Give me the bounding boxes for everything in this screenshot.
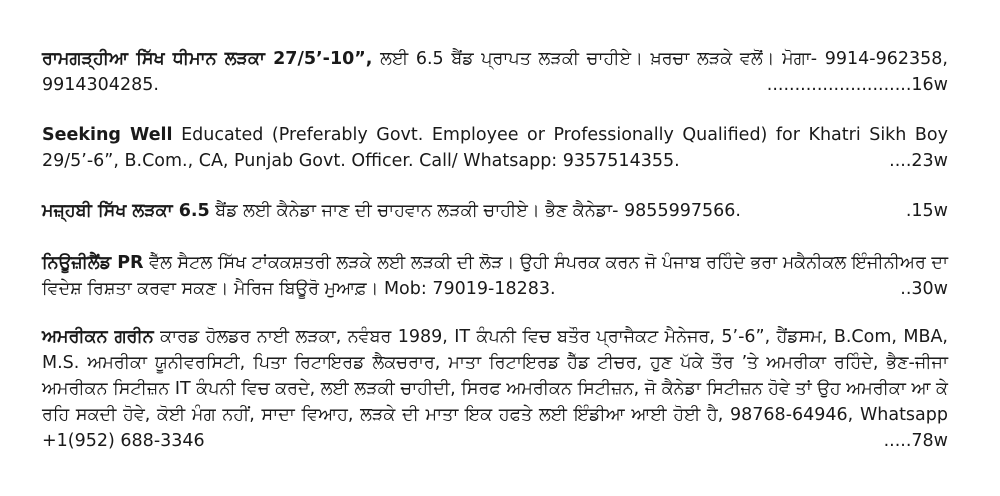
- classified-ad: [42, 198, 948, 224]
- ad-word-count: ....23w: [889, 151, 948, 171]
- classified-ad: [42, 250, 948, 302]
- ad-body: Educated (Preferably Govt. Employee or Professionally Qualified) for Khatri Sikh Boy 29/5’-6”, B.Com., CA, Punjab Govt. Officer. Call/ Whatsapp: 9357514355.: [42, 125, 948, 171]
- ad-heading: ਨਿਊਜ਼ੀਲੈਂਡ PR: [42, 253, 144, 273]
- ad-body: ਲਈ 6.5 ਬੈਂਡ ਪ੍ਰਾਪਤ ਲੜਕੀ ਚਾਹੀਏ। ਖ਼ਰਚਾ ਲੜਕੇ ਵਲੋਂ। ਮੋਗਾ- 9914-962358, 9914304285.: [42, 49, 948, 95]
- ad-body: ਕਾਰਡ ਹੋਲਡਰ ਨਾਈ ਲੜਕਾ, ਨਵੰਬਰ 1989, IT ਕੰਪਨੀ ਵਿਚ ਬਤੌਰ ਪ੍ਰਾਜੈਕਟ ਮੈਨੇਜਰ, 5’-6”, ਹੈਂਡਸਮ, B.Com, MBA, M.S. ਅਮਰੀਕਾ ਯੂਨੀਵਰਸਿਟੀ, ਪਿਤਾ ਰਿਟਾਇਰਡ ਲੈਕਚਰਾਰ, ਮਾਤਾ ਰਿਟਾਇਰਡ ਹੈੱਡ ਟੀਚਰ, ਹੁਣ ਪੱਕੇ ਤੌਰ ’ਤੇ ਅਮਰੀਕਾ ਰਹਿੰਦੇ, ਭੈਣ-ਜੀਜਾ ਅਮਰੀਕਨ ਸਿਟੀਜ਼ਨ IT ਕੰਪਨੀ ਵਿਚ ਕਰਦੇ, ਲਈ ਲੜਕੀ ਚਾਹੀਦੀ, ਸਿਰਫ ਅਮਰੀਕਨ ਸਿਟੀਜ਼ਨ, ਜੋ ਕੈਨੇਡਾ ਸਿਟੀਜ਼ਨ ਹੋਵੇ ਤਾਂ ਉਹ ਅਮਰੀਕਾ ਆ ਕੇ ਰਹਿ ਸਕਦੀ ਹੋਵੇ, ਕੋਈ ਮੰਗ ਨਹੀਂ, ਸਾਦਾ ਵਿਆਹ, ਲੜਕੇ ਦੀ ਮਾਤਾ ਇਕ ਹਫਤੇ ਲਈ ਇੰਡੀਆ ਆਈ ਹੋਈ ਹੈ, 98768-64946, Whatsapp +1(952) 688-3346: [42, 327, 948, 451]
- ad-word-count: .15w: [905, 201, 948, 221]
- ad-body: ਵੈੱਲ ਸੈਟਲ ਸਿੱਖ ਟਾਂਕਕਸ਼ਤਰੀ ਲੜਕੇ ਲਈ ਲੜਕੀ ਦੀ ਲੋੜ। ਉਹੀ ਸੰਪਰਕ ਕਰਨ ਜੋ ਪੰਜਾਬ ਰਹਿੰਦੇ ਭਰਾ ਮਕੈਨੀਕਲ ਇੰਜੀਨੀਅਰ ਦਾ ਵਿਦੇਸ਼ ਰਿਸ਼ਤਾ ਕਰਵਾ ਸਕਣ। ਮੈਰਿਜ ਬਿਊਰੋ ਮੁਆਫ਼। Mob: 79019-18283.: [42, 253, 948, 299]
- ad-body: ਬੈਂਡ ਲਈ ਕੈਨੇਡਾ ਜਾਣ ਦੀ ਚਾਹਵਾਨ ਲੜਕੀ ਚਾਹੀਏ। ਭੈਣ ਕੈਨੇਡਾ- 9855997566.: [209, 201, 741, 221]
- classified-ad: [42, 324, 948, 454]
- classified-ad: [42, 46, 948, 98]
- ad-heading: ਰਾਮਗੜ੍ਹੀਆ ਸਿੱਖ ਧੀਮਾਨ ਲੜਕਾ 27/5’-10”,: [42, 49, 373, 69]
- ad-word-count: ..........................16w: [766, 75, 948, 95]
- ad-word-count: .....78w: [883, 431, 948, 451]
- classified-ads-column: [42, 46, 948, 454]
- ad-word-count: ..30w: [900, 279, 948, 299]
- ad-heading: ਅਮਰੀਕਨ ਗਰੀਨ: [42, 327, 154, 347]
- ad-heading: Seeking Well: [42, 125, 173, 145]
- classified-ad: [42, 122, 948, 174]
- ad-heading: ਮਜ਼੍ਹਬੀ ਸਿੱਖ ਲੜਕਾ 6.5: [42, 201, 210, 221]
